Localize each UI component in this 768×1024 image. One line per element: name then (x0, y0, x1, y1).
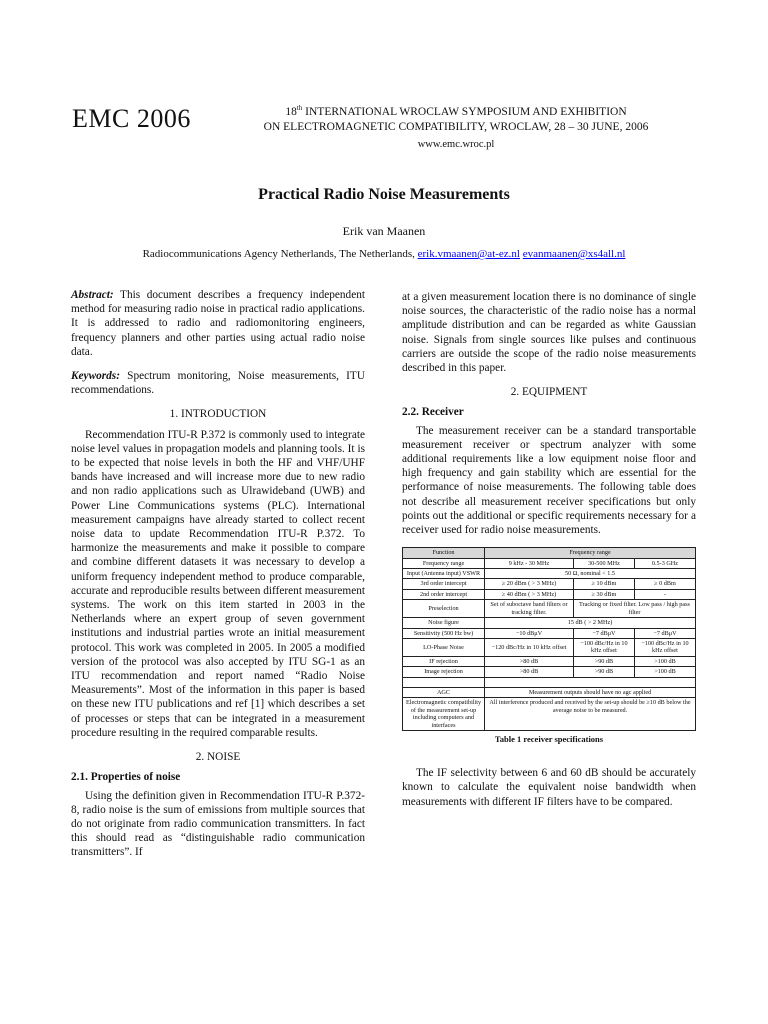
section-equipment: 2. EQUIPMENT (510, 386, 588, 399)
abstract-text: This document describes a frequency independent method for measuring radio noise in practical radio applications. It is addressed to radio and radiomonitoring engineers, frequency planners and other parties using actual radio noise data. (71, 289, 365, 358)
table-row (403, 600, 696, 618)
table-cell: Measurement outputs should have no agc applied (485, 687, 696, 697)
table-row (403, 656, 696, 666)
subsection-properties-of-noise: 2.1. Properties of noise (71, 771, 181, 784)
table-cell: AGC (403, 687, 485, 697)
table-row (403, 569, 696, 579)
table-cell: >80 dB (485, 667, 574, 677)
conference-url[interactable]: www.emc.wroc.pl (417, 138, 495, 150)
table-cell: Sensitivity (500 Hz bw) (403, 628, 485, 638)
table-cell: 9 kHz - 30 MHz (485, 558, 574, 568)
table-row (403, 667, 696, 677)
table-cell: −120 dBc/Hz in 10 kHz offset (485, 638, 574, 656)
ordinal: 18 (285, 105, 297, 118)
section-introduction: 1. INTRODUCTION (169, 408, 267, 421)
affiliation-text: Radiocommunications Agency Netherlands, The Netherlands, (142, 248, 418, 260)
table-cell: 30-500 MHz (573, 558, 634, 568)
table-cell: >90 dB (573, 656, 634, 666)
table-cell: >80 dB (485, 656, 574, 666)
ordinal-sup: th (296, 104, 303, 112)
table-cell: ≥ 30 dBm (573, 589, 634, 599)
table-cell: ≥ 40 dBm ( > 3 MHz) (485, 589, 574, 599)
table-cell: >90 dB (573, 667, 634, 677)
table-cell: 0.5-3 GHz (634, 558, 695, 568)
table-cell: >100 dB (634, 656, 695, 666)
continued-paragraph: at a given measurement location there is no dominance of single noise sources, the characteristic of the radio noise has a normal amplitude distribution and can be regarded as white Gaussian noise. Signals from single sources like pulses and continuous carriers are outside the scope of the radio noise measurements described in this paper. (402, 291, 696, 375)
table-cell: 3rd order intercept (403, 579, 485, 589)
table-header-cell: Frequency range (485, 548, 696, 558)
table-row (403, 628, 696, 638)
receiver-paragraph: The measurement receiver can be a standard transportable measurement receiver or spectrum analyzer with some additional requirements like a low equipment noise floor and high frequency and gain stability which are essential for the performance of noise measurements. The following table does not describe all measurement receiver specifications but only points out the additional or specific requirements necessary for a receiver used for radio noise measurements. (402, 424, 696, 537)
table-row (403, 589, 696, 599)
table-cell: Electromagnetic compatibility of the measurement set-up including computers and interfaces (403, 698, 485, 731)
table-cell: −10 dBμV (485, 628, 574, 638)
author-name: Erik van Maanen (342, 224, 426, 238)
table-cell: 2nd order intercept (403, 589, 485, 599)
table-cell: 50 Ω, nominal < 1.5 (485, 569, 696, 579)
table-row (403, 558, 696, 568)
right-column (402, 290, 696, 809)
table-cell: −7 dBμV (573, 628, 634, 638)
table-row (403, 698, 696, 731)
table-caption: Table 1 receiver specifications (494, 733, 604, 744)
table-cell: −7 dBμV (634, 628, 695, 638)
email-link-2[interactable]: evanmaanen@xs4all.nl (522, 248, 626, 260)
conference-logo: EMC 2006 (72, 104, 191, 133)
table-row-blank (403, 677, 696, 687)
table-cell: Input (Antenna input) VSWR (403, 569, 485, 579)
table-header-cell: Function (403, 548, 485, 558)
table-cell: −100 dBc/Hz in 10 kHz offset (573, 638, 634, 656)
email-link-1[interactable]: erik.vmaanen@at-ez.nl (417, 248, 520, 260)
table-cell: Image rejection (403, 667, 485, 677)
table-cell: LO-Phase Noise (403, 638, 485, 656)
table-cell: Tracking or fixed filter. Low pass / high pass filter (573, 600, 695, 618)
table-header-row (403, 548, 696, 558)
table-cell: Noise figure (403, 618, 485, 628)
table-cell: −100 dBc/Hz in 10 kHz offset (634, 638, 695, 656)
table-row (403, 618, 696, 628)
affiliation (0, 248, 768, 260)
table-cell: ≥ 10 dBm (573, 579, 634, 589)
keywords-label: Keywords: (71, 370, 120, 383)
table-row (403, 687, 696, 697)
table-cell: Frequency range (403, 558, 485, 568)
abstract (71, 288, 365, 359)
table-cell (403, 677, 485, 687)
table-cell: 15 dB ( > 2 MHz) (485, 618, 696, 628)
table-cell: All interference produced and received by the set-up should be ≥10 dB below the average noise to be measured. (485, 698, 696, 731)
table-cell: Set of suboctave band filters or tracking filter. (485, 600, 574, 618)
table-row (403, 579, 696, 589)
table-cell: ≥ 20 dBm ( > 3 MHz) (485, 579, 574, 589)
keywords-text: Spectrum monitoring, Noise measurements, ITU recommendations. (71, 370, 365, 397)
abstract-label: Abstract: (71, 289, 114, 301)
table-cell: >100 dB (634, 667, 695, 677)
conference-header (236, 101, 676, 152)
table-cell: - (634, 589, 695, 599)
conference-line1: INTERNATIONAL WROCLAW SYMPOSIUM AND EXHIBITION (302, 105, 627, 118)
table-cell (485, 677, 696, 687)
noise-paragraph: Using the definition given in Recommendation ITU-R P.372-8, radio noise is the sum of emissions from multiple sources that do not originate from radio communication transmitters. In fact this should read as “distinguishable radio communication transmitters”. If (71, 789, 365, 859)
keywords (71, 369, 365, 397)
paper-title: Practical Radio Noise Measurements (258, 186, 510, 203)
table-cell: ≥ 0 dBm (634, 579, 695, 589)
if-selectivity-paragraph: The IF selectivity between 6 and 60 dB should be accurately known to calculate the equivalent noise bandwidth when measurements with different IF filters have to be compared. (402, 767, 696, 808)
introduction-paragraph: Recommendation ITU-R P.372 is commonly used to integrate noise level values in propagation models and planning tools. It is to be expected that noise levels in both the HF and VHF/UHF bands have increased and will increase more due to new radio and non radio applications such as Ulrawideband (UWB) and Power Line Communications systems (PLC). International measurement campaigns have already started to collect recent noise data to update Recommendation ITU-R P.372. To harmonize the measurements and make it possible to compare and combine different datasets it was necessary to develop a uniform frequency independent method to produce comparable, accurate and reproducible results between different measurement systems. The work on this item started in 2003 in the Netherlands where an expert group of seven government institutions and industrial parties wrote an initial measurement protocol. This work was completed in 2005. In 2005 a modified version of the protocol was also accepted by ITU SG-1 as an ITU recommendation and report named “Radio Noise Measurements”. Most of the information in this paper is based on these new ITU publications and ref [1] which describes a set of processes or steps that can be integrated in a measurement procedure resulting in the required comparable results. (71, 428, 366, 739)
conference-line2: ON ELECTROMAGNETIC COMPATIBILITY, WROCLAW, 28 – 30 JUNE, 2006 (263, 120, 649, 133)
section-noise: 2. NOISE (195, 751, 241, 764)
subsection-receiver: 2.2. Receiver (402, 406, 464, 419)
receiver-spec-table (402, 547, 696, 731)
table-row (403, 638, 696, 656)
table-cell: IF rejection (403, 656, 485, 666)
table-cell: Preselection (403, 600, 485, 618)
left-column (71, 288, 365, 860)
